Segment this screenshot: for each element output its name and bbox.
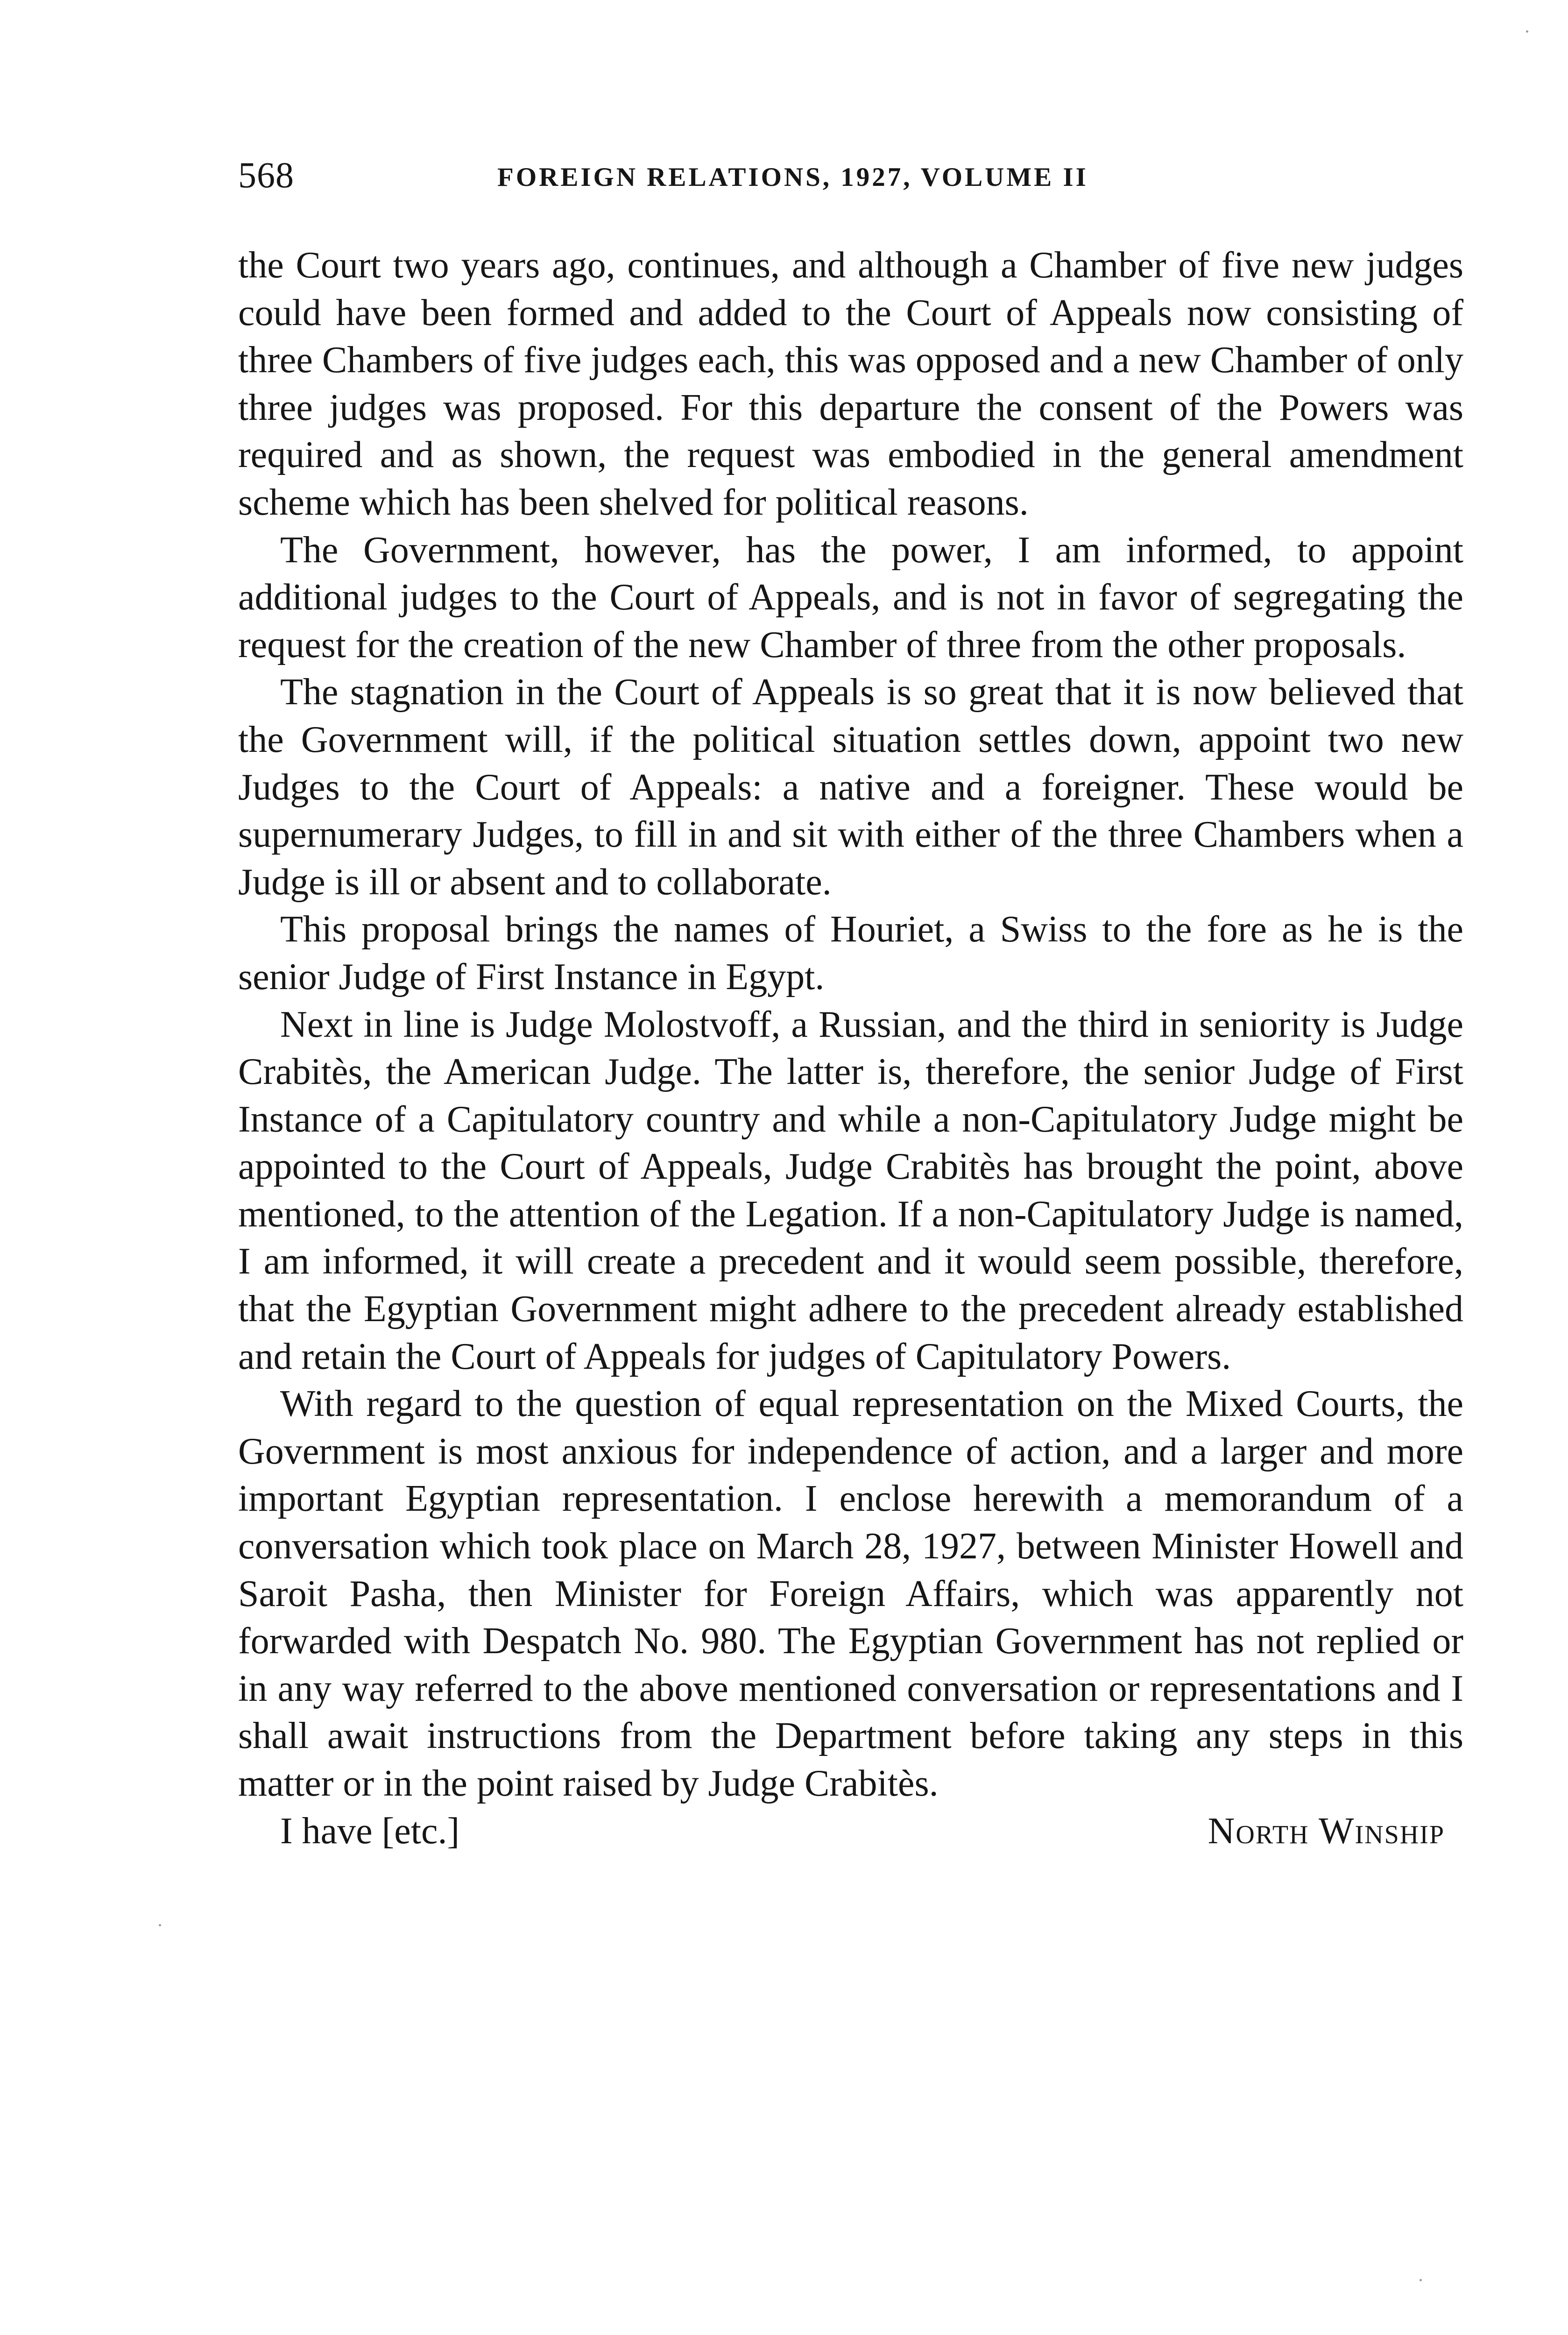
page-header	[238, 152, 1452, 203]
scan-speck	[1526, 30, 1528, 33]
paragraph: The stagnation in the Court of Appeals is so great that it is now believed that the Government will, if the political situation settles down, appoint two new Judges to the Court of Appeals: a native and a foreigner. These would be supernumerary Judges, to fill in and sit with either of the three Chambers when a Judge is ill or absent and to collaborate.	[238, 672, 1463, 903]
closing-salutation: I have [etc.]	[280, 1810, 460, 1852]
letter-body	[238, 242, 1463, 1855]
scan-speck	[1420, 2279, 1422, 2281]
letter-closing	[238, 1808, 1463, 1855]
paragraph: The Government, however, has the power, I am informed, to appoint additional judges to the Court of Appeals, and is not in favor of segregating the request for the creation of the new Chamber of three from the other proposals.	[238, 529, 1463, 665]
scan-speck	[159, 1924, 161, 1926]
paragraph: With regard to the question of equal representation on the Mixed Courts, the Government is most anxious for independence of action, and a larger and more important Egyptian representation. I enclose herewith a memorandum of a conversation which took place on March 28, 1927, between Minister Howell and Saroit Pasha, then Minister for Foreign Affairs, which was apparently not forwarded with Despatch No. 980. The Egyptian Government has not replied or in any way referred to the above mentioned conversation or representations and I shall await instructions from the Department before taking any steps in this matter or in the point raised by Judge Crabitès.	[238, 1383, 1463, 1804]
page-number: 568	[238, 155, 294, 195]
paragraph: This proposal brings the names of Houriet, a Swiss to the fore as he is the senior Judge of First Instance in Egypt.	[238, 909, 1463, 998]
signature: North Winship	[1208, 1810, 1445, 1852]
paragraph-continuation: the Court two years ago, continues, and although a Chamber of five new judges could have been formed and added to the Court of Appeals now consisting of three Chambers of five judges each, this was opposed and a new Chamber of only three judges was proposed. For this departure the consent of the Powers was required and as shown, the request was embodied in the general amendment scheme which has been shelved for political reasons.	[238, 245, 1463, 523]
paragraph: Next in line is Judge Molostvoff, a Russian, and the third in seniority is Judge Crabitès, the American Judge. The latter is, therefore, the senior Judge of First Instance of a Capitulatory country and while a non-Capitulatory Judge might be appointed to the Court of Appeals, Judge Crabitès has brought the point, above mentioned, to the attention of the Legation. If a non-Capitulatory Judge is named, I am informed, it will create a precedent and it would seem possible, therefore, that the Egyptian Government might adhere to the precedent already established and retain the Court of Appeals for judges of Capitulatory Powers.	[238, 1004, 1463, 1377]
running-title: FOREIGN RELATIONS, 1927, VOLUME II	[497, 163, 1088, 192]
